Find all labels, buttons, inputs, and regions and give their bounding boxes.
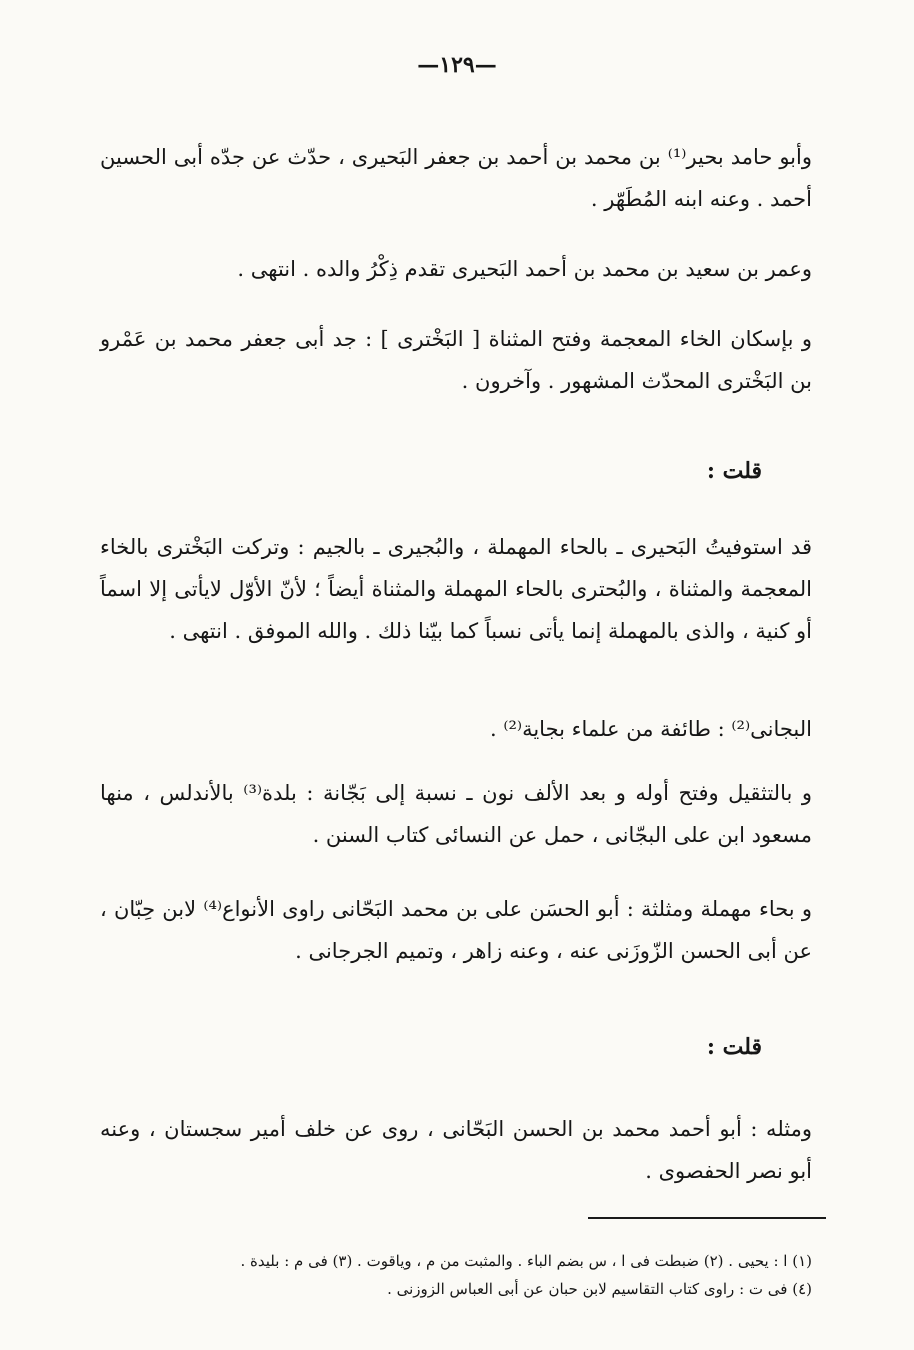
- paragraph-bajjani-title: البجانى⁽²⁾ : طائفة من علماء بجاية⁽²⁾ .: [489, 717, 812, 741]
- footnote-divider: [588, 1217, 826, 1219]
- paragraph-istawfaytu: قد استوفيتُ البَحيرى ـ بالحاء المهملة ، والبُجيرى ـ بالجيم : وتركت البَخْترى بالخاء المعجمة والمثناة ، والبُحترى بالحاء المهملة والمثناة أيضاً ؛ لأنّ الأوّل لايأتى إلا اسماً أو كنية ، والذى بالمهملة إنما يأتى نسباً كما بيّنا ذلك . والله الموفق . انتهى .: [100, 535, 812, 643]
- heading-qultu-2: قلت :: [706, 1034, 762, 1060]
- page-number: —١٢٩—: [417, 52, 497, 78]
- paragraph-abu-ahmad: ومثله : أبو أحمد محمد بن الحسن البَحّانى ، روى عن خلف أمير سجستان ، وعنه أبو نصر الحفصوى .: [100, 1117, 812, 1183]
- footnote-line-2: (٤) فى ت : راوى كتاب التقاسيم لابن حبان عن أبى العباس الزوزنى .: [387, 1280, 812, 1298]
- paragraph-umar: وعمر بن سعيد بن محمد بن أحمد البَحيرى تقدم ذِكْرُ والده . انتهى .: [237, 257, 812, 281]
- paragraph-abu-hamid: وأبو حامد بحير⁽¹⁾ بن محمد بن أحمد بن جعفر البَحيرى ، حدّث عن جدّه أبى الحسين أحمد . وعنه ابنه المُطَهّر .: [100, 145, 812, 211]
- heading-qultu-1: قلت :: [706, 458, 762, 484]
- paragraph-bahhani: و بحاء مهملة ومثلثة : أبو الحسَن على بن محمد البَحّانى راوى الأنواع⁽⁴⁾ لابن حِبّان ، عن أبى الحسن الزّوزَنى عنه ، وعنه زاهر ، وتميم الجرجانى .: [100, 897, 812, 963]
- paragraph-bakhtari: و بإسكان الخاء المعجمة وفتح المثناة [ البَخْترى ] : جد أبى جعفر محمد بن عَمْرو بن البَخْترى المحدّث المشهور . وآخرون .: [100, 327, 812, 393]
- paragraph-bajjana: و بالتثقيل وفتح أوله و بعد الألف نون ـ نسبة إلى بَجّانة : بلدة⁽³⁾ بالأندلس ، منها مسعود ابن على البجّانى ، حمل عن النسائى كتاب السنن .: [100, 781, 812, 847]
- footnote-line-1: (١) ا : يحيى . (٢) ضبطت فى ا ، س بضم الباء . والمثبت من م ، وياقوت . (٣) فى م : بليدة .: [240, 1252, 812, 1270]
